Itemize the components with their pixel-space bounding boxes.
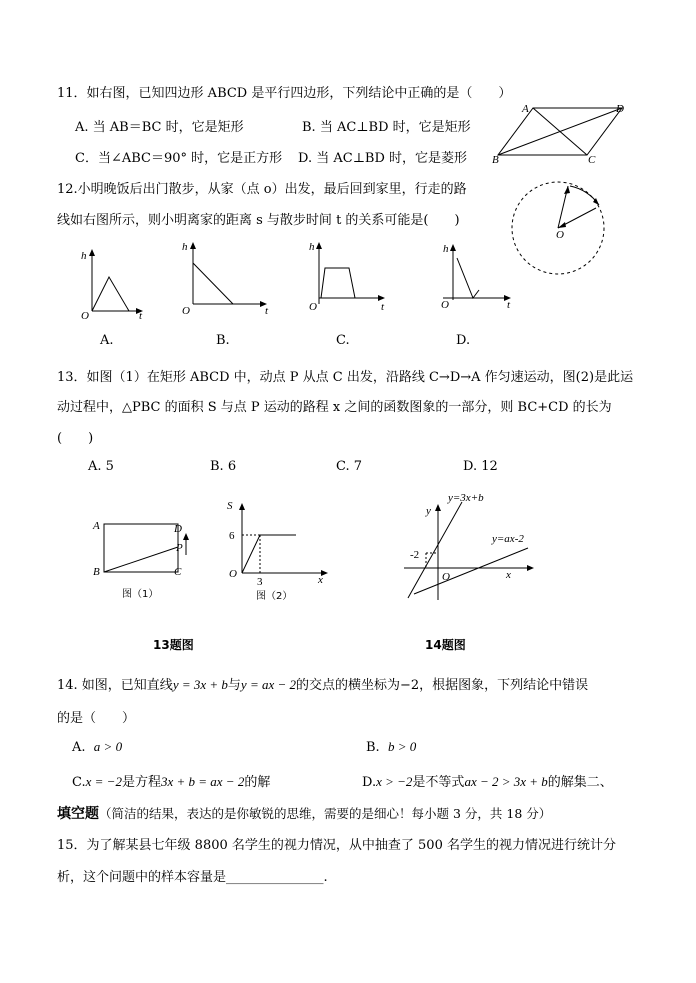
svg-text:C: C [174,566,182,578]
q13-line2: 动过程中，△PBC 的面积 S 与点 P 运动的路程 x 之间的函数图象的一部分，则 BC+CD 的长为 [57,400,612,415]
q13-option-b: B. 6 [210,459,237,474]
label-o: O [556,229,564,241]
rectangle-figure [90,515,200,605]
svg-text:x: x [506,569,511,581]
svg-text:S: S [227,500,233,512]
q13-option-a: A. 5 [88,459,114,474]
q13-option-d: D. 12 [463,459,498,474]
q12-line1: 12.小明晚饭后出门散步，从家（点 o）出发，最后回到家里，行走的路 [57,182,467,197]
svg-text:-2: -2 [410,549,420,561]
section2-title: 填空题 [57,806,99,822]
graph-c [303,238,393,318]
fig1-caption: 图（1） [122,589,159,600]
q14-figure-caption: 14题图 [425,638,466,652]
q12-choice-d: D. [456,333,471,348]
svg-text:6: 6 [229,530,235,542]
q11-option-c: C．当∠ABC＝90° 时，它是正方形 [75,151,283,166]
graph-b [175,238,275,318]
q14-option-b: B. b > 0 [366,739,417,755]
svg-text:h: h [443,243,449,255]
q12-choice-b: B. [216,333,230,348]
two-lines-figure [400,490,540,605]
q14-option-a: A. a > 0 [72,739,123,755]
q14-line2: 的是（ ） [57,711,136,726]
section2-note: （简洁的结果，表达的是你敏锐的思维，需要的是细心！每小题 3 分，共 18 分） [99,806,552,821]
svg-text:t: t [381,301,385,313]
svg-text:h: h [81,250,87,262]
q14-stem: 14. 如图，已知直线y = 3x + b与y = ax − 2的交点的横坐标为−2，根据图象，下列结论中错误 [57,677,589,693]
svg-text:D: D [174,523,182,535]
q12-choice-a: A. [100,333,114,348]
svg-text:B: B [93,566,100,578]
walk-route-figure [508,178,608,278]
q13-option-c: C. 7 [336,459,363,474]
graph-a [77,245,147,323]
svg-text:O: O [309,301,317,313]
svg-text:O: O [81,310,89,322]
q14-option-c: C.x = −2是方程3x + b = ax − 2的解 [72,774,271,790]
svg-text:P: P [176,542,183,554]
svg-text:y: y [426,505,431,517]
q13-line1: 13．如图（1）在矩形 ABCD 中，动点 P 从点 C 出发，沿路线 C→D→A 作匀速运动，图(2)是此运 [57,370,634,385]
q11-option-b: B. 当 AC⊥BD 时，它是矩形 [302,120,471,135]
label-d: D [616,103,624,115]
svg-text:y=3x+b: y=3x+b [448,492,484,504]
q11-option-d: D. 当 AC⊥BD 时，它是菱形 [298,151,468,166]
svg-text:3: 3 [257,576,263,588]
answer-blank[interactable]: _______________ [226,870,324,885]
svg-text:O: O [229,568,237,580]
graph-d [435,240,515,314]
parallelogram-figure [490,100,630,168]
svg-text:t: t [507,299,511,311]
svg-text:h: h [309,241,315,253]
svg-text:A: A [93,520,100,532]
q15-line1: 15．为了解某县七年级 8800 名学生的视力情况，从中抽查了 500 名学生的视力情况进行统计分 [57,838,616,853]
q15-line2: 析，这个问题中的样本容量是_______________. [57,870,328,885]
q12-choice-c: C. [336,333,350,348]
eq-line2: y = ax − 2 [240,677,297,692]
q11-option-a: A. 当 AB＝BC 时，它是矩形 [75,120,244,135]
q13-figure-caption: 13题图 [153,638,194,652]
svg-text:y=ax-2: y=ax-2 [492,533,524,545]
eq-line1: y = 3x + b [172,677,228,692]
svg-text:x: x [318,574,323,586]
q12-line2: 线如右图所示，则小明离家的距离 s 与散步时间 t 的关系可能是( ) [57,213,460,228]
q11-stem: 11．如右图，已知四边形 ABCD 是平行四边形，下列结论中正确的是（ ） [57,86,512,101]
label-b: B [492,154,499,166]
svg-text:O: O [442,571,450,583]
svg-text:h: h [182,241,188,253]
q13-line3: ( ) [57,431,94,446]
label-a: A [522,103,529,115]
label-c: C [588,154,596,166]
svg-text:O: O [441,299,449,311]
q14-option-d: D.x > −2是不等式ax − 2 > 3x + b的解集二、 [362,774,613,790]
fig2-caption: 图（2） [256,591,293,602]
svg-text:O: O [182,305,190,317]
area-graph-figure [224,495,334,603]
svg-text:t: t [265,305,269,317]
svg-text:t: t [139,310,143,322]
section2-heading [57,803,551,823]
